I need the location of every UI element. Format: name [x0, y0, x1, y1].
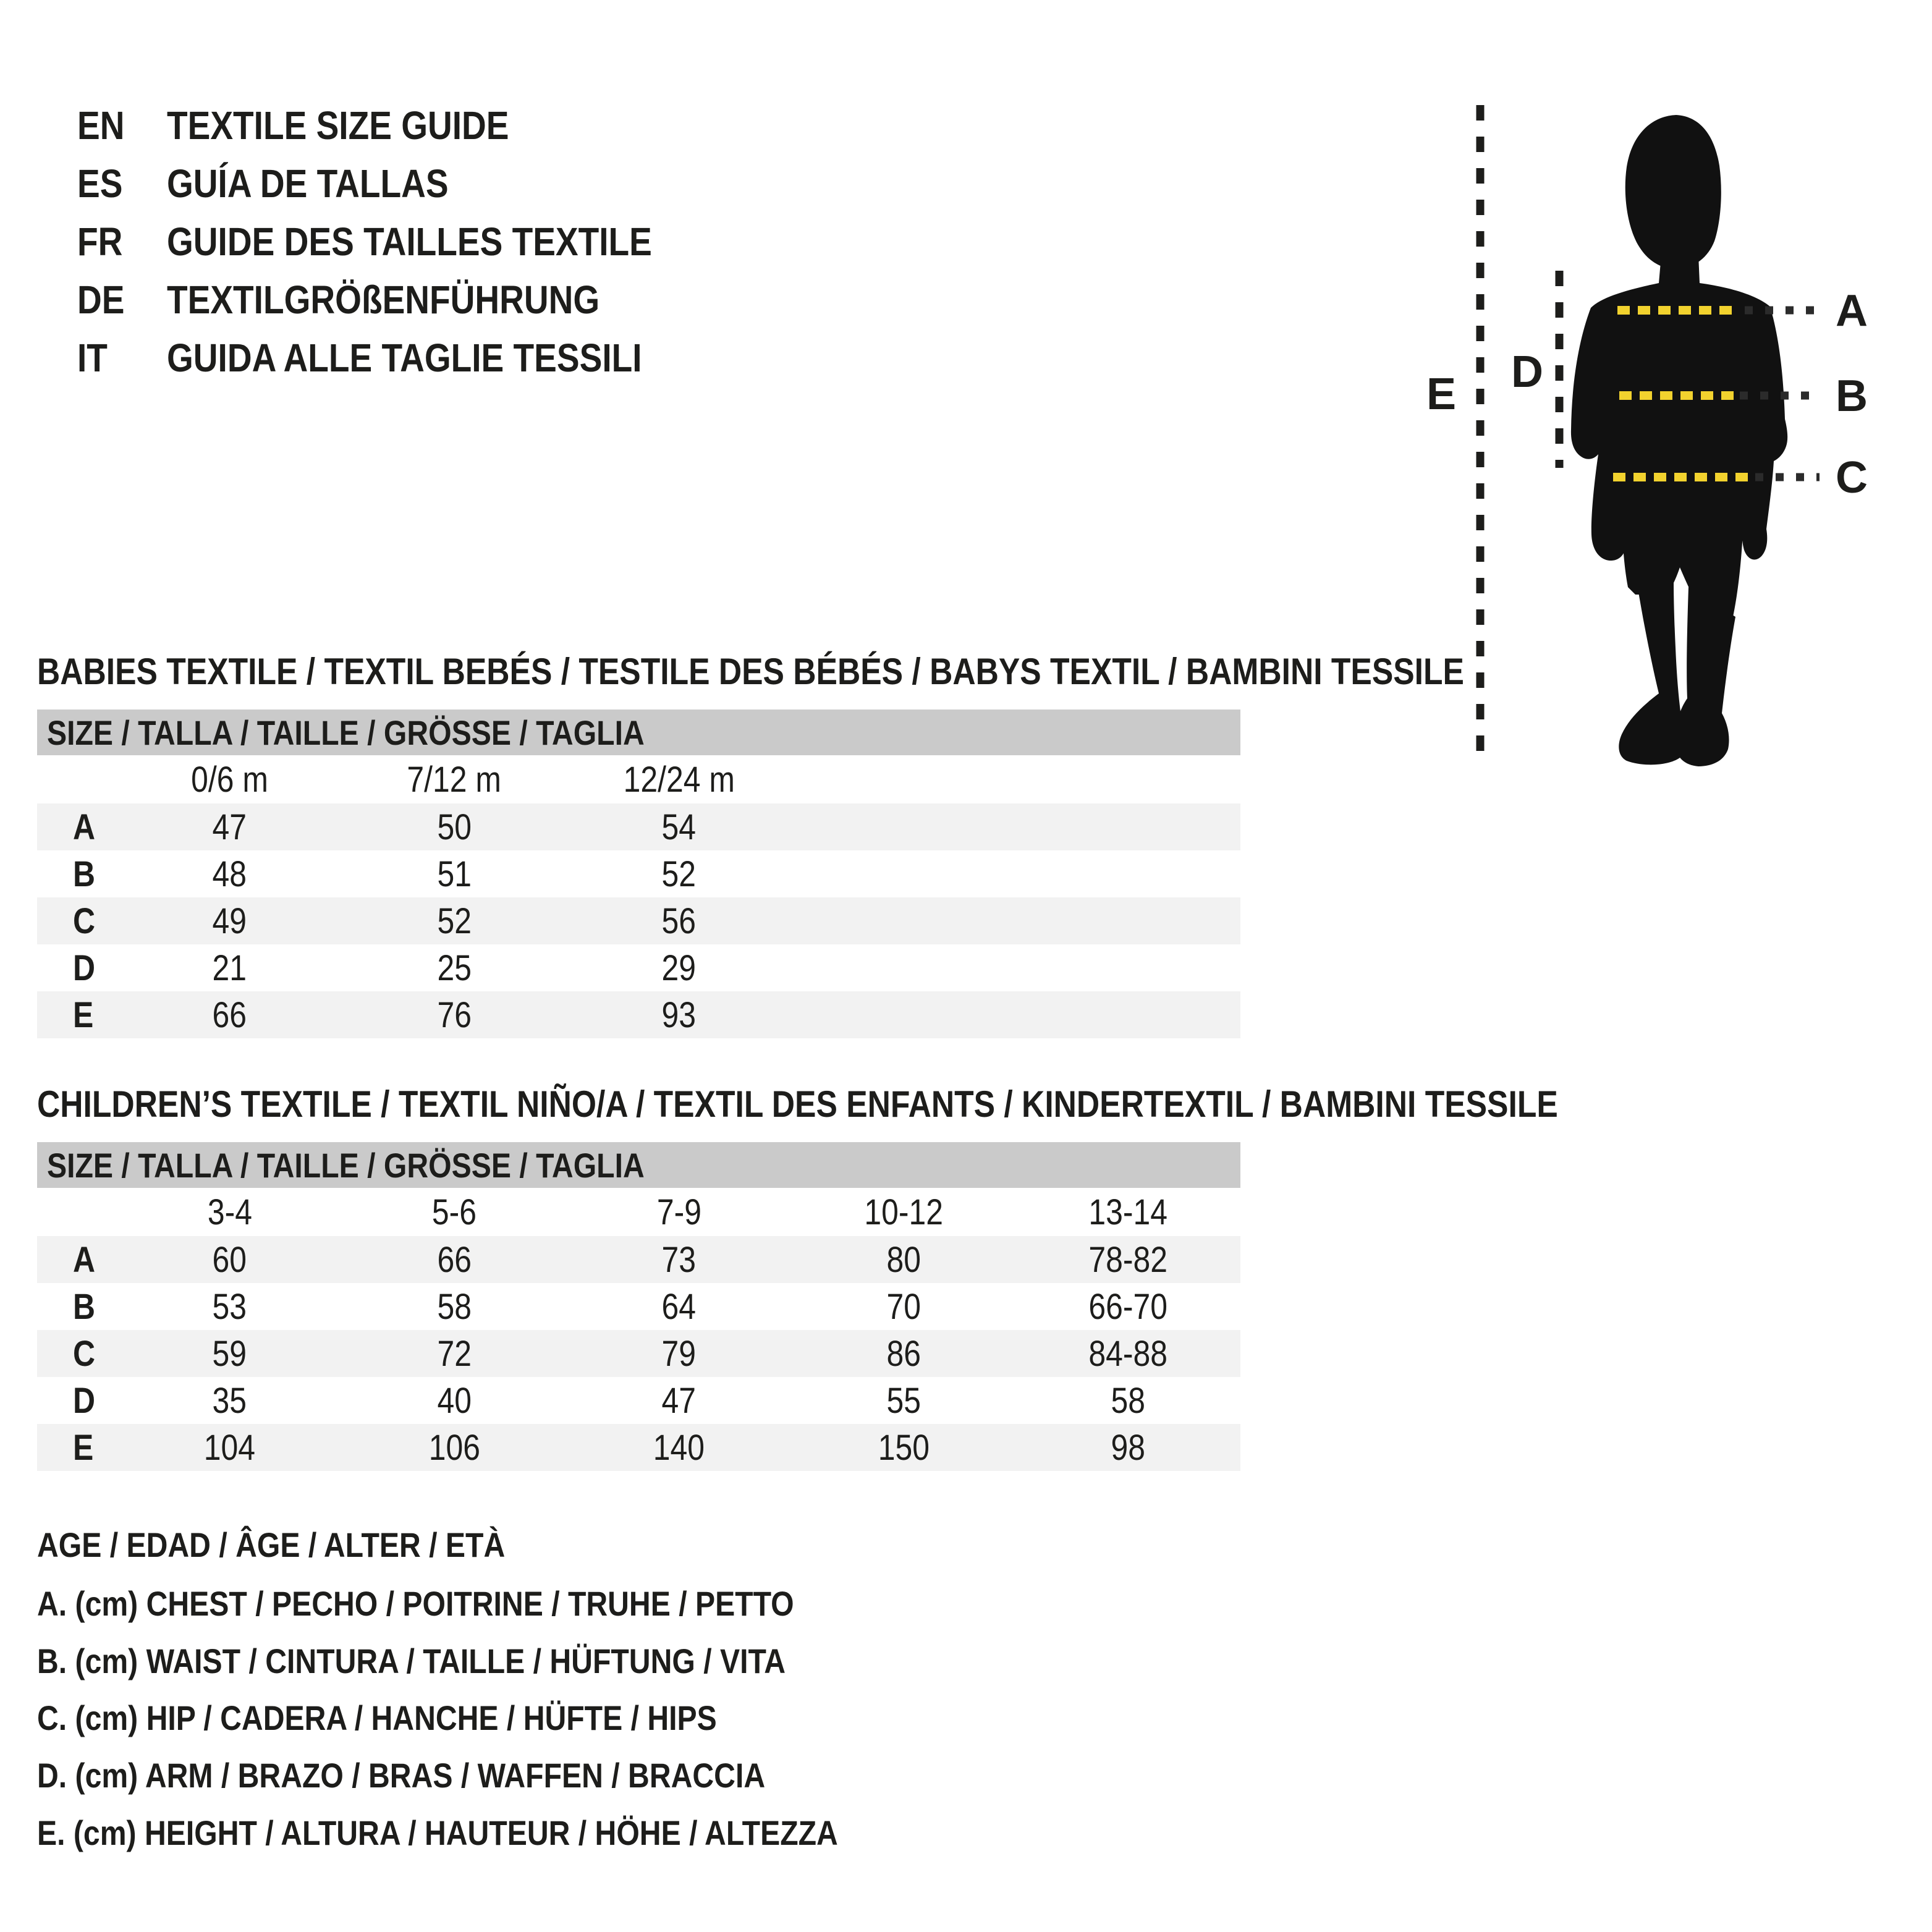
table-row [37, 850, 1240, 897]
value-cell: 21 [212, 947, 247, 988]
value-cell: 47 [661, 1380, 697, 1421]
value-cell: 80 [886, 1239, 921, 1280]
value-cell: 86 [886, 1333, 921, 1374]
value-cell: 58 [1111, 1380, 1146, 1421]
value-cell: 59 [212, 1333, 247, 1374]
value-cell: 98 [1111, 1427, 1146, 1468]
value-cell: 70 [886, 1286, 921, 1327]
value-cell: 52 [661, 854, 697, 894]
language-code: EN [77, 103, 125, 148]
language-row-it [0, 336, 1360, 379]
value-cell: 51 [437, 854, 472, 894]
label-c: C [1836, 453, 1868, 502]
column-header-row [37, 1188, 1240, 1236]
value-cell: 60 [212, 1239, 247, 1280]
table-row [37, 1283, 1240, 1330]
language-title: TEXTILGRÖßENFÜHRUNG [167, 278, 600, 322]
row-label: E [73, 1427, 94, 1468]
value-cell: 64 [661, 1286, 697, 1327]
table-row [37, 897, 1240, 944]
children-section-title: CHILDREN’S TEXTILE / TEXTIL NIÑO/A / TEXTIL DES ENFANTS / KINDERTEXTIL / BAMBINI TESSILE [37, 1083, 1558, 1125]
row-label: D [73, 947, 96, 988]
label-b: B [1836, 371, 1868, 421]
row-label: D [73, 1380, 96, 1421]
language-title: TEXTILE SIZE GUIDE [167, 103, 509, 148]
row-label: B [73, 854, 96, 894]
table-row [37, 803, 1240, 850]
value-cell: 73 [661, 1239, 697, 1280]
row-label: A [73, 807, 96, 847]
legend-line: A. (cm) CHEST / PECHO / POITRINE / TRUHE / PETTO [37, 1584, 794, 1623]
value-cell: 49 [212, 900, 247, 941]
table-row [37, 1236, 1240, 1283]
language-code: FR [77, 219, 123, 264]
value-cell: 58 [437, 1286, 472, 1327]
row-label: A [73, 1239, 96, 1280]
label-e: E [1426, 370, 1457, 419]
legend-line: B. (cm) WAIST / CINTURA / TAILLE / HÜFTUNG / VITA [37, 1642, 786, 1680]
children-size-table [37, 1142, 1240, 1471]
value-cell: 78-82 [1088, 1239, 1168, 1280]
value-cell: 72 [437, 1333, 472, 1374]
language-code: DE [77, 278, 125, 322]
column-header: 3-4 [207, 1192, 252, 1232]
column-header: 13-14 [1088, 1192, 1168, 1232]
size-header-bar: SIZE / TALLA / TAILLE / GRÖSSE / TAGLIA [37, 710, 1240, 755]
value-cell: 55 [886, 1380, 921, 1421]
value-cell: 140 [653, 1427, 705, 1468]
label-d: D [1511, 347, 1543, 397]
value-cell: 47 [212, 807, 247, 847]
row-label: C [73, 900, 96, 941]
table-row [37, 1330, 1240, 1377]
language-row-es [0, 162, 1360, 205]
size-header-bar: SIZE / TALLA / TAILLE / GRÖSSE / TAGLIA [37, 1142, 1240, 1188]
value-cell: 84-88 [1088, 1333, 1168, 1374]
column-header: 5-6 [432, 1192, 477, 1232]
column-header: 0/6 m [191, 759, 269, 800]
value-cell: 79 [661, 1333, 697, 1374]
row-label: E [73, 994, 94, 1035]
value-cell: 106 [428, 1427, 480, 1468]
legend-line: AGE / EDAD / ÂGE / ALTER / ETÀ [37, 1525, 506, 1564]
value-cell: 104 [204, 1427, 256, 1468]
label-a: A [1836, 286, 1868, 336]
table-row [37, 991, 1240, 1038]
value-cell: 56 [661, 900, 697, 941]
value-cell: 52 [437, 900, 472, 941]
language-title: GUIDE DES TAILLES TEXTILE [167, 219, 652, 264]
babies-size-table [37, 710, 1240, 1038]
value-cell: 50 [437, 807, 472, 847]
legend-line: C. (cm) HIP / CADERA / HANCHE / HÜFTE / HIPS [37, 1698, 717, 1737]
value-cell: 93 [661, 994, 697, 1035]
legend-line: D. (cm) ARM / BRAZO / BRAS / WAFFEN / BRACCIA [37, 1756, 766, 1795]
value-cell: 40 [437, 1380, 472, 1421]
language-row-en [0, 104, 1360, 147]
value-cell: 29 [661, 947, 697, 988]
babies-section-title: BABIES TEXTILE / TEXTIL BEBÉS / TESTILE DES BÉBÉS / BABYS TEXTIL / BAMBINI TESSILE [37, 651, 1464, 692]
language-row-fr [0, 220, 1360, 263]
legend-line: E. (cm) HEIGHT / ALTURA / HAUTEUR / HÖHE / ALTEZZA [37, 1813, 838, 1852]
value-cell: 25 [437, 947, 472, 988]
value-cell: 66-70 [1088, 1286, 1168, 1327]
value-cell: 66 [212, 994, 247, 1035]
column-header: 10-12 [864, 1192, 943, 1232]
column-header: 12/24 m [623, 759, 735, 800]
value-cell: 66 [437, 1239, 472, 1280]
table-row [37, 1424, 1240, 1471]
language-title: GUÍA DE TALLAS [167, 161, 449, 206]
row-label: B [73, 1286, 96, 1327]
value-cell: 54 [661, 807, 697, 847]
language-row-de [0, 278, 1360, 321]
column-header: 7/12 m [407, 759, 502, 800]
value-cell: 48 [212, 854, 247, 894]
row-label: C [73, 1333, 96, 1374]
value-cell: 76 [437, 994, 472, 1035]
table-row [37, 1377, 1240, 1424]
column-header: 7-9 [656, 1192, 701, 1232]
value-cell: 35 [212, 1380, 247, 1421]
language-title: GUIDA ALLE TAGLIE TESSILI [167, 336, 642, 380]
column-header-row [37, 755, 1240, 803]
language-code: ES [77, 161, 123, 206]
language-code: IT [77, 336, 108, 380]
value-cell: 150 [878, 1427, 930, 1468]
value-cell: 53 [212, 1286, 247, 1327]
table-row [37, 944, 1240, 991]
